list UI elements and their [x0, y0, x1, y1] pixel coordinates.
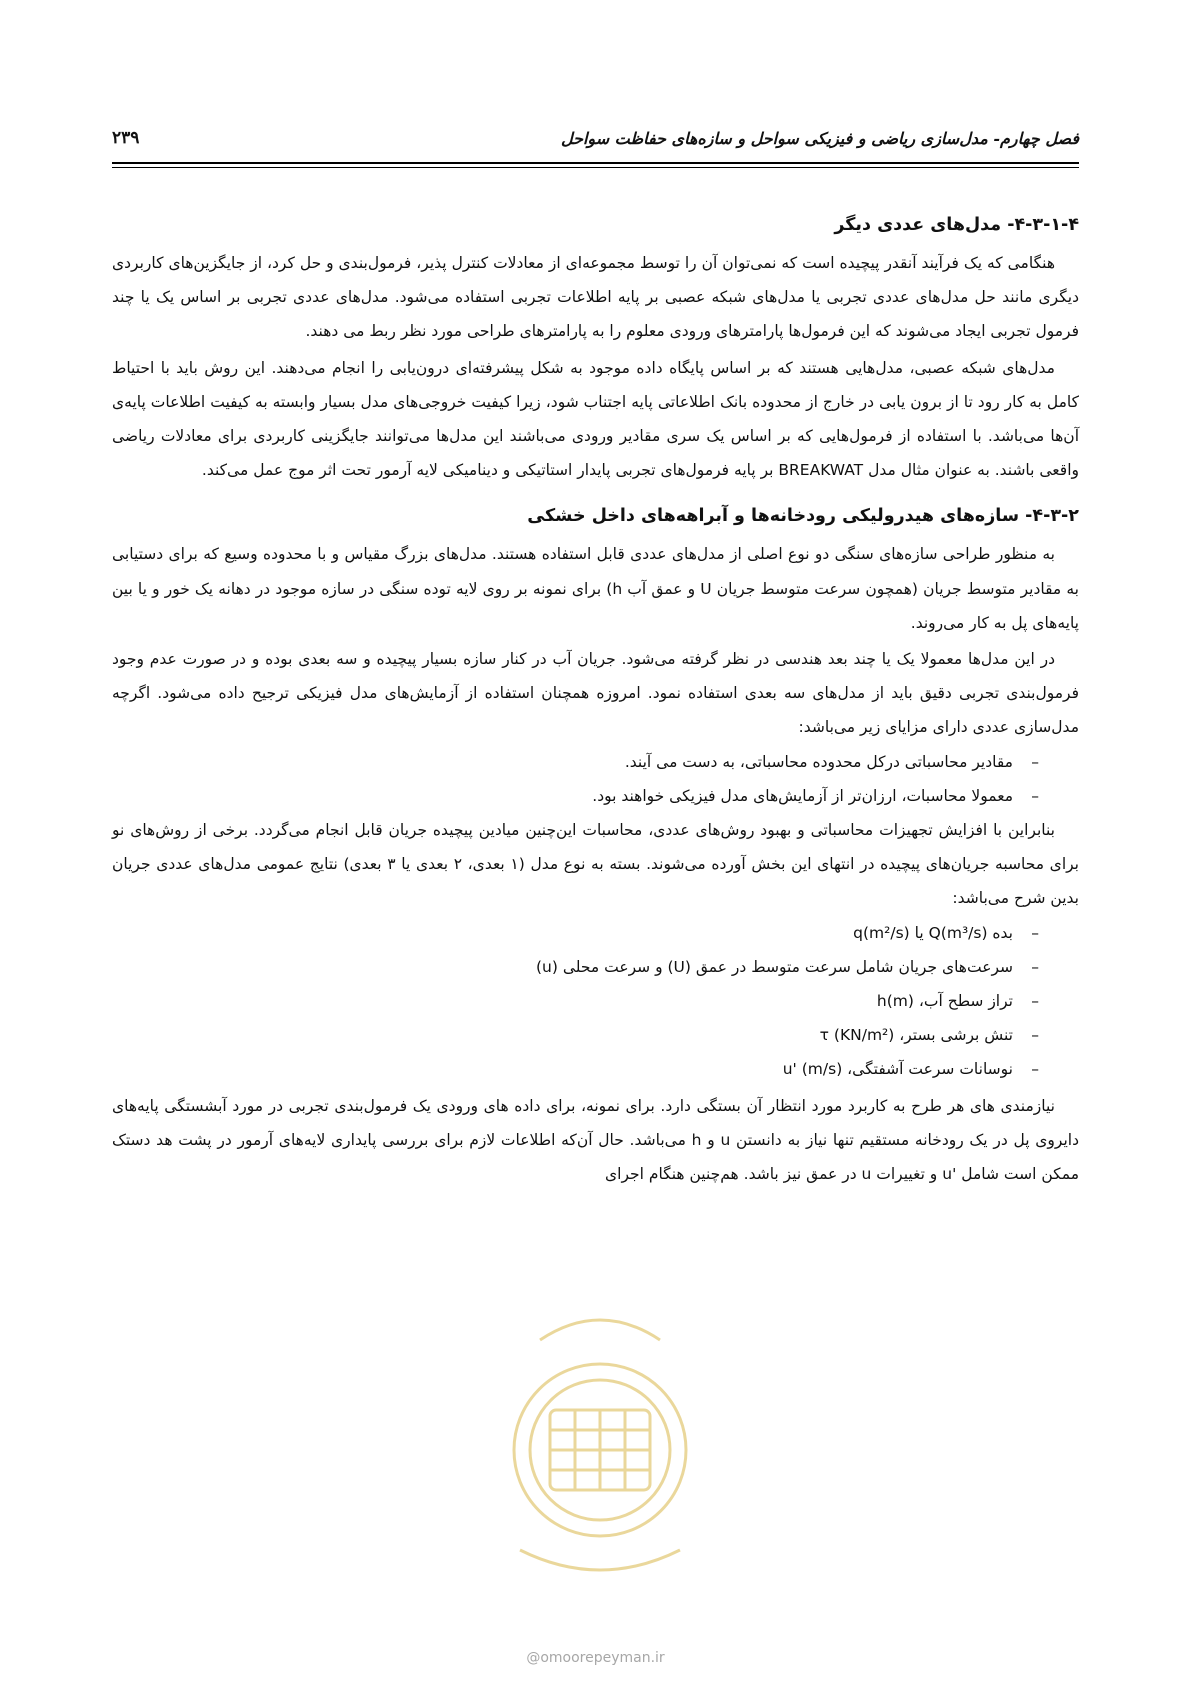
bullet-list-results	[112, 916, 1079, 1087]
list-item: – تنش برشی بستر، (τ (KN/m²	[112, 1018, 1039, 1052]
paragraph: نیازمندی های هر طرح به کاربرد مورد انتظار آن بستگی دارد. برای نمونه، برای داده های ورودی یک فرمول‌بندی تجربی در مورد آبشستگی پایه‌های دایروی پل در یک رودخانه مستقیم تنها نیاز به دانستن u و h می‌باشد. حال آن‌که اطلاعات لازم برای بررسی پایداری لایه‌های آرمور در پشت هد دستک ممکن است شامل 'u و تغییرات u در عمق نیز باشد. هم‌چنین هنگام اجرای	[112, 1096, 1079, 1184]
paragraph: مدل‌های شبکه عصبی، مدل‌هایی هستند که بر اساس پایگاه داده موجود به شکل پیشرفته‌ای درون‌یابی را انجام می‌دهند. این روش باید با احتیاط کامل به کار رود تا از برون یابی در خارج از محدوده بانک اطلاعاتی پایه اجتناب شود، زیرا کیفیت خروجی‌های مدل بسیار وابسته به کیفیت اطلاعات پایه‌ی آن‌ها می‌باشد. با استفاده از فرمول‌هایی که بر اساس یک سری مقادیر ورودی می‌باشند این مدل‌ها می‌توانند جایگزینی کاربردی برای معادلات ریاضی واقعی باشند. به عنوان مثال مدل BREAKWAT بر پایه فرمول‌های تجربی پایدار استاتیکی و دینامیکی لایه آرمور تحت اثر موج عمل می‌کند.	[112, 358, 1079, 480]
list-item: – تراز سطح آب، h(m)	[112, 984, 1039, 1018]
paragraph: هنگامی که یک فرآیند آنقدر پیچیده است که نمی‌توان آن را توسط مجموعه‌ای از معادلات کنترل پذیر، فرمول‌بندی و حل کرد، از جایگزین‌های کاربردی دیگری مانند حل مدل‌های عددی تجربی یا مدل‌های شبکه عصبی بر پایه اطلاعات تجربی استفاده می‌شود. مدل‌های عددی تجربی بر اساس یک یا چند فرمول تجربی ایجاد می‌شوند که این فرمول‌ها پارامترهای ورودی معلوم را به پارامترهای طراحی مورد نظر ربط می دهند.	[112, 254, 1079, 341]
list-item: – بده (Q(m³/s یا q(m²/s)	[112, 916, 1039, 950]
dash-bullet-icon: –	[1031, 752, 1039, 771]
page-number: ۲۳۹	[112, 128, 140, 148]
dash-bullet-icon: –	[1031, 992, 1039, 1011]
section-heading-other-numerical-models: ۴-۳-۱-۴- مدل‌های عددی دیگر	[834, 215, 1079, 235]
list-item: – مقادیر محاسباتی درکل محدوده محاسباتی، به دست می آیند.	[112, 745, 1039, 779]
header-rule-thin	[112, 167, 1079, 168]
watermark-url: @omoorepeyman.ir	[526, 1650, 665, 1666]
list-item: – سرعت‌های جریان شامل سرعت متوسط در عمق (U) و سرعت محلی (u)	[112, 950, 1039, 984]
section-heading-river-structures: ۴-۳-۲- سازه‌های هیدرولیکی رودخانه‌ها و آبراهه‌های داخل خشکی	[527, 506, 1079, 527]
dash-bullet-icon: –	[1031, 1060, 1039, 1079]
dash-bullet-icon: –	[1031, 957, 1039, 976]
paragraph: در این مدل‌ها معمولا یک یا چند بعد هندسی در نظر گرفته می‌شود. جریان آب در کنار سازه بسیار پیچیده و سه بعدی بوده و در صورت عدم وجود فرمول‌بندی تجربی دقیق باید از مدل‌های سه بعدی استفاده نمود. امروزه همچنان استفاده از آزمایش‌های مدل فیزیکی ترجیح داده می‌شود. اگرچه مدل‌سازی عددی دارای مزایای زیر می‌باشد:	[112, 650, 1079, 737]
page-header	[112, 128, 1079, 148]
paragraph: بنابراین با افزایش تجهیزات محاسباتی و بهبود روش‌های عددی، محاسبات این‌چنین میادین پیچیده جریان قابل انجام می‌گردد. برخی از روش‌های نو برای محاسبه جریان‌های پیچیده در انتهای این بخش آورده می‌شوند. بسته به نوع مدل (۱ بعدی، ۲ بعدی یا ۳ بعدی) نتایج عمومی مدل‌های عددی جریان بدین شرح می‌باشد:	[112, 821, 1079, 908]
list-item: – نوسانات سرعت آشفتگی، (u' (m/s	[112, 1052, 1039, 1086]
page-body	[112, 210, 1079, 1191]
bullet-list-advantages	[112, 745, 1079, 813]
list-item: – معمولا محاسبات، ارزان‌تر از آزمایش‌های مدل فیزیکی خواهند بود.	[112, 779, 1039, 813]
watermark-emblem-icon	[480, 1300, 720, 1590]
running-title: فصل چهارم- مدل‌سازی ریاضی و فیزیکی سواحل و سازه‌های حفاظت سواحل	[560, 129, 1079, 148]
paragraph: به منظور طراحی سازه‌های سنگی دو نوع اصلی از مدل‌های عددی قابل استفاده هستند. مدل‌های بزرگ مقیاس و با محدوده وسیع که برای دستیابی به مقادیر متوسط جریان (همچون سرعت متوسط جریان U و عمق آب h) برای نمونه بر روی لایه توده سنگی در سازه موجود در دهانه یک خور و یا بین پایه‌های پل به کار می‌روند.	[112, 545, 1079, 632]
header-rule-thick	[112, 162, 1079, 164]
dash-bullet-icon: –	[1031, 923, 1039, 942]
dash-bullet-icon: –	[1031, 1026, 1039, 1045]
dash-bullet-icon: –	[1031, 786, 1039, 805]
